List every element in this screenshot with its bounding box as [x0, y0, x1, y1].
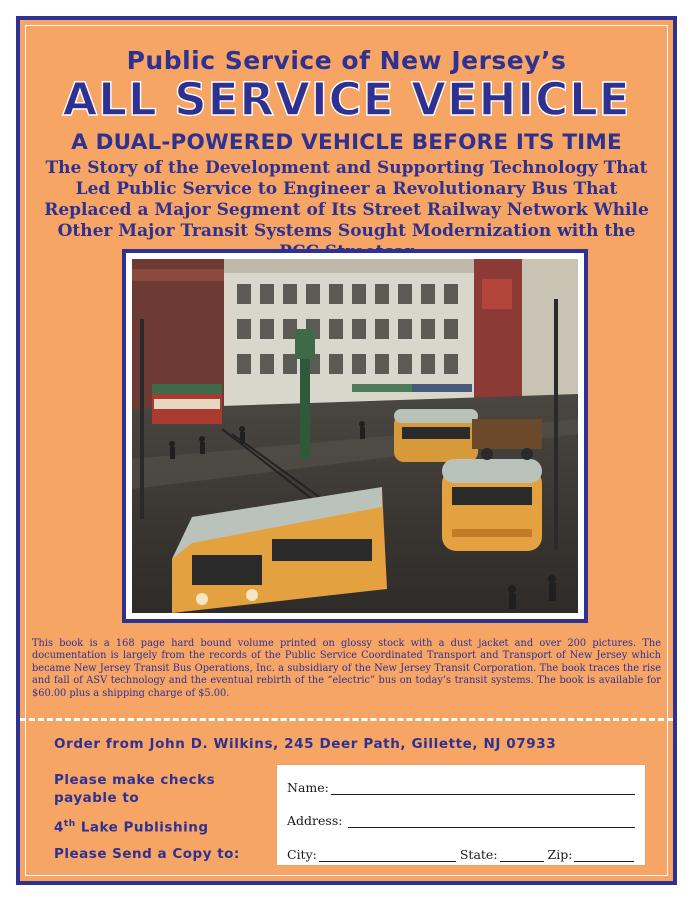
name-label: Name: — [287, 780, 329, 795]
subtitle: A DUAL-POWERED VEHICLE BEFORE ITS TIME — [71, 130, 622, 155]
publisher-number: 4 — [54, 819, 64, 836]
cut-line-divider — [20, 718, 673, 721]
story-blurb: The Story of the Development and Supporting Technology That Led Public Service to Engineer a Revolutionary Bus That Replaced a Major Segment of Its Street Railway Network While Other Major Transit Systems Sought Modernization with the — [44, 158, 649, 241]
address-field[interactable] — [348, 815, 635, 828]
zip-label: Zip: — [547, 847, 573, 862]
name-row — [287, 780, 635, 795]
checks-line2: payable to — [54, 790, 140, 806]
publisher-rest: Lake Publishing — [75, 819, 209, 836]
book-description: This book is a 168 page hard bound volume printed on glossy stock with a dust jacket and over 200 pictures. The documentation is largely from the records of the Public Service Coordinated Transport and Transport of New Jersey which became New Jersey Transit Bus Operations, Inc. a subsidiary of the New Jersey Transit Corporation. The book traces the rise and fall of ASV technology and the eventual rebirth of the “electric” bus on today’s transit systems. The book is available for $60.00 plus a shipping charge of $5.00. — [32, 638, 661, 699]
state-field[interactable] — [500, 849, 544, 862]
publisher-ordinal: th — [63, 819, 76, 829]
state-label: State: — [459, 847, 498, 862]
address-row — [287, 813, 635, 828]
street-scene-illustration — [132, 259, 578, 613]
flyer — [16, 16, 677, 885]
title-line1: Public Service of New Jersey’s — [126, 46, 567, 75]
street-scene-photo — [132, 259, 578, 613]
city-field[interactable] — [319, 849, 456, 862]
address-label: Address: — [287, 813, 343, 828]
checks-line1: Please make checks — [54, 772, 216, 788]
send-copy-label: Please Send a Copy to: — [54, 845, 240, 862]
photo-frame — [122, 249, 588, 623]
name-field[interactable] — [331, 782, 635, 795]
payment-instructions — [54, 771, 264, 862]
order-form — [276, 764, 646, 866]
publisher-name — [54, 819, 264, 836]
city-state-zip-row — [287, 847, 635, 862]
city-label: City: — [287, 847, 317, 862]
checks-instruction — [54, 771, 264, 807]
zip-field[interactable] — [574, 849, 634, 862]
page-title: ALL SERVICE VEHICLE — [62, 73, 631, 126]
order-from-text: Order from John D. Wilkins, 245 Deer Path, Gillette, NJ 07933 — [54, 736, 557, 752]
